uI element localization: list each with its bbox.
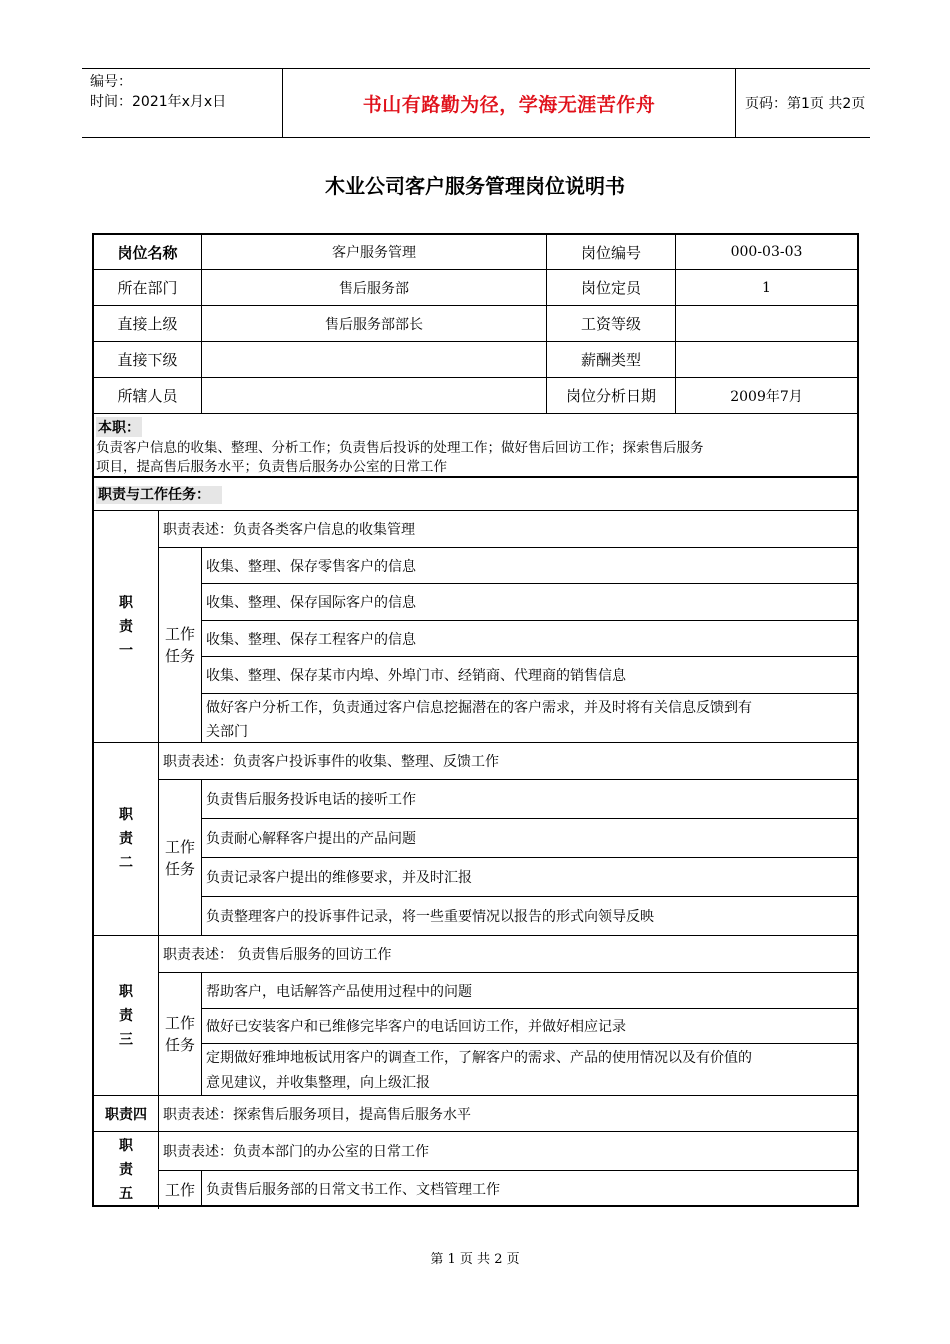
dept-label: 所在部门 <box>117 279 178 297</box>
page-info: 页码：第1页 共2页 <box>745 96 866 112</box>
duty1-desc: 职责表述：负责各类客户信息的收集管理 <box>163 522 415 538</box>
page-footer: 第 1 页 共 2 页 <box>430 1252 520 1267</box>
header-motto-cell <box>282 69 736 137</box>
superior-value: 售后服务部部长 <box>325 316 423 333</box>
quota-value: 1 <box>762 279 771 296</box>
page-header <box>82 68 870 138</box>
dept-value: 售后服务部 <box>339 280 409 297</box>
motto: 书山有路勤为径，学海无涯苦作舟 <box>362 93 656 116</box>
duty1-task4: 收集、整理、保存某市内埠、外埠门市、经销商、代理商的销售信息 <box>206 668 626 684</box>
duty1-task3: 收集、整理、保存工程客户的信息 <box>206 631 416 648</box>
subordinate-value <box>202 342 546 377</box>
header-page-cell <box>735 69 870 137</box>
duty3-desc: 职责表述： 负责售后服务的回访工作 <box>163 947 392 963</box>
duty2-task2: 负责耐心解释客户提出的产品问题 <box>206 831 416 847</box>
duty5-label: 职 责 五 <box>119 1137 133 1202</box>
post-name-label: 岗位名称 <box>117 243 178 262</box>
date-label: 岗位分析日期 <box>565 387 656 405</box>
duty3-task-label: 工作 任务 <box>164 1014 195 1054</box>
duty5-task-label: 工作 <box>164 1180 195 1199</box>
duty3-label: 职 责 三 <box>119 983 133 1048</box>
duty3-task2: 做好已安装客户和已维修完毕客户的电话回访工作，并做好相应记录 <box>206 1019 626 1035</box>
duty4-label: 职责四 <box>105 1106 147 1123</box>
job-description-table <box>92 233 859 1207</box>
pay-value <box>676 342 857 377</box>
tasks-heading: 职责与工作任务： <box>96 484 222 504</box>
duty2-task-label: 工作 任务 <box>164 837 195 878</box>
duty1-task1: 收集、整理、保存零售客户的信息 <box>206 558 416 575</box>
quota-label: 岗位定员 <box>580 279 641 297</box>
duty3-task1: 帮助客户，电话解答产品使用过程中的问题 <box>206 983 472 1000</box>
duty1-task2: 收集、整理、保存国际客户的信息 <box>206 595 416 611</box>
duty1-task5-line2: 关部门 <box>206 724 248 740</box>
main-duty-line2: 项目，提高售后服务水平；负责售后服务办公室的日常工作 <box>96 459 447 475</box>
staff-label: 所辖人员 <box>117 387 178 405</box>
date-value: 2009年7月 <box>730 388 803 405</box>
duty2-label: 职 责 二 <box>119 807 133 871</box>
duty1-label: 职 责 一 <box>119 594 133 659</box>
subordinate-label: 直接下级 <box>117 351 178 369</box>
number-label: 编号： <box>90 74 132 90</box>
post-code-label: 岗位编号 <box>580 243 641 262</box>
duty2-desc: 职责表述：负责客户投诉事件的收集、整理、反馈工作 <box>163 754 499 770</box>
main-duty-label: 本职： <box>96 417 142 437</box>
grade-label: 工资等级 <box>580 315 641 333</box>
time-label: 时间：2021年x月x日 <box>90 94 227 110</box>
main-duty-block <box>94 414 857 476</box>
duty2-task4: 负责整理客户的投诉事件记录，将一些重要情况以报告的形式向领导反映 <box>206 909 654 925</box>
duty4-desc: 职责表述：探索售后服务项目，提高售后服务水平 <box>163 1106 471 1123</box>
duty5-task1: 负责售后服务部的日常文书工作、文档管理工作 <box>206 1182 500 1198</box>
post-name-value: 客户服务管理 <box>332 245 416 261</box>
duty1-task5-line1: 做好客户分析工作，负责通过客户信息挖掘潜在的客户需求，并及时将有关信息反馈到有 <box>206 700 752 716</box>
staff-value <box>202 378 546 413</box>
superior-label: 直接上级 <box>117 315 178 333</box>
duty5-desc: 职责表述：负责本部门的办公室的日常工作 <box>163 1144 429 1160</box>
main-duty-line1: 负责客户信息的收集、整理、分析工作；负责售后投诉的处理工作；做好售后回访工作；探索售后服务 <box>96 440 704 456</box>
duty2-task1: 负责售后服务投诉电话的接听工作 <box>206 792 416 808</box>
duty2-task3: 负责记录客户提出的维修要求，并及时汇报 <box>206 870 472 886</box>
post-code-value: 000-03-03 <box>730 244 803 260</box>
pay-label: 薪酬类型 <box>580 351 641 369</box>
header-meta <box>82 69 282 137</box>
grade-value <box>676 306 857 341</box>
duty3-task3-line1: 定期做好雅坤地板试用客户的调查工作，了解客户的需求、产品的使用情况以及有价值的 <box>206 1050 752 1066</box>
duty3-task3-line2: 意见建议，并收集整理，向上级汇报 <box>206 1075 430 1091</box>
document-title: 木业公司客户服务管理岗位说明书 <box>325 174 625 198</box>
duty1-task-label: 工作 任务 <box>164 625 195 665</box>
